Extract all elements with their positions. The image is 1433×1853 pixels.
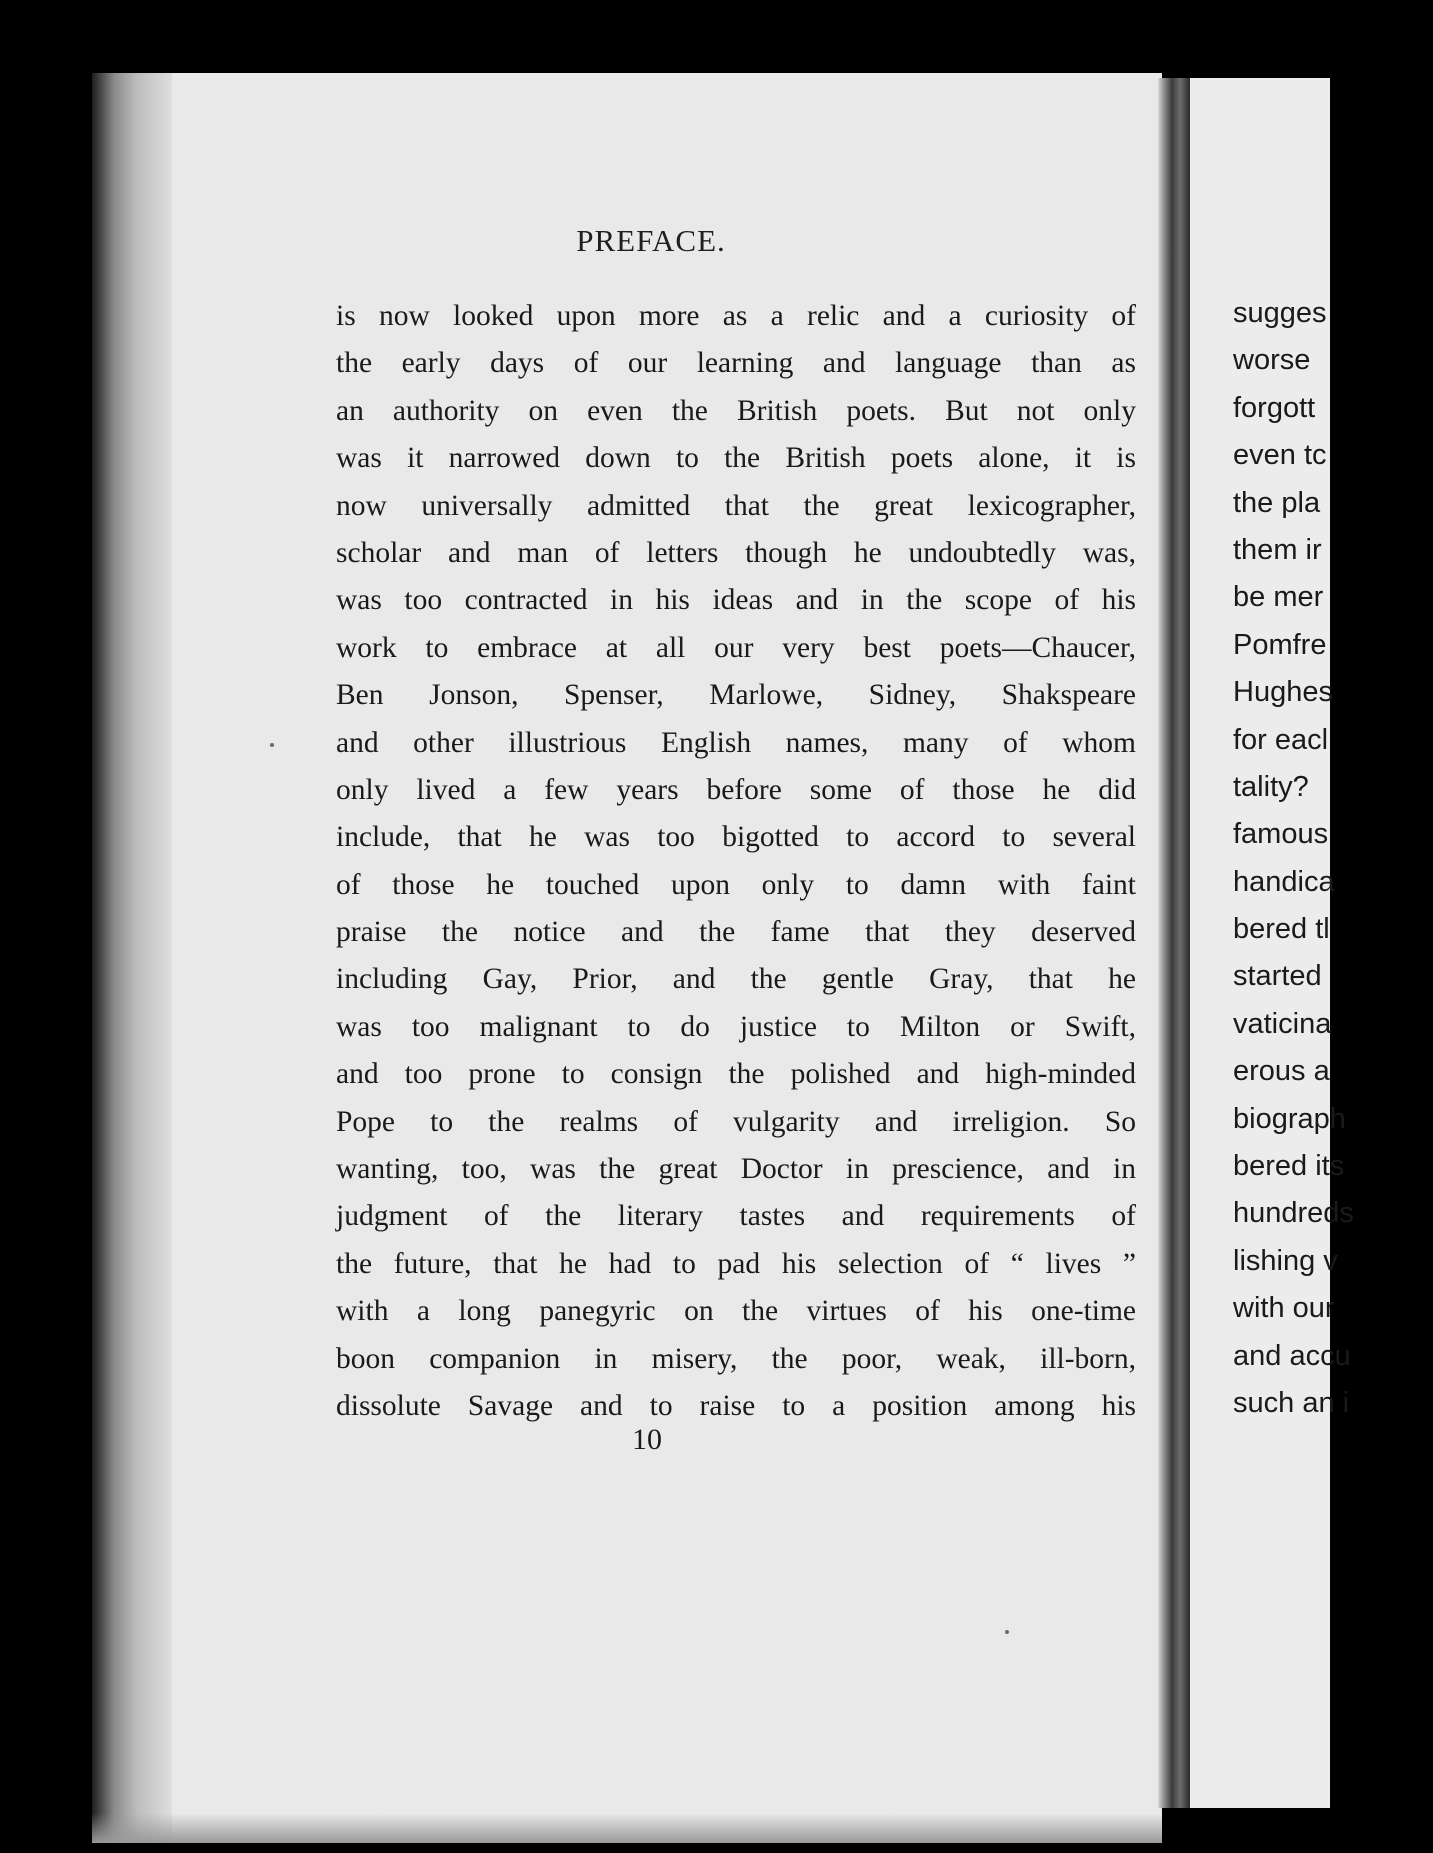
text-line: bered tl xyxy=(1233,913,1330,946)
text-line: sugges xyxy=(1233,297,1327,329)
scan-speck xyxy=(270,743,274,747)
text-line: dissolute Savage and to raise to a position among his xyxy=(336,1389,1136,1422)
text-line: vaticina xyxy=(1233,1007,1332,1040)
text-line: is now looked upon more as a relic and a curiosity of xyxy=(336,300,1136,332)
text-line: judgment of the literary tastes and requirements of xyxy=(336,1200,1136,1233)
page-gutter xyxy=(1158,78,1190,1808)
text-line: started xyxy=(1233,960,1322,993)
right-page-body xyxy=(1233,290,1433,1427)
text-line: handica xyxy=(1233,865,1335,898)
text-line: be mer xyxy=(1233,581,1324,614)
text-line: biograph xyxy=(1233,1102,1346,1135)
text-line: an authority on even the British poets. But not only xyxy=(336,394,1136,427)
text-line: Pope to the realms of vulgarity and irreligion. So xyxy=(336,1105,1136,1138)
text-line: erous a xyxy=(1233,1055,1330,1088)
text-line: was too malignant to do justice to Milton or Swift, xyxy=(336,1010,1136,1043)
page-number: 10 xyxy=(632,1423,662,1456)
text-line: and too prone to consign the polished and high-minded xyxy=(336,1058,1136,1091)
text-line: forgott xyxy=(1233,391,1316,424)
text-line: even tc xyxy=(1233,439,1327,472)
running-head: PREFACE. xyxy=(576,223,726,258)
text-line: the pla xyxy=(1233,486,1321,519)
text-line: with a long panegyric on the virtues of his one-time xyxy=(336,1295,1136,1328)
text-line: lishing v xyxy=(1233,1244,1338,1277)
left-page-body xyxy=(336,293,1136,1430)
text-line: boon companion in misery, the poor, weak, ill-born, xyxy=(336,1342,1136,1375)
text-line: such an i xyxy=(1233,1386,1350,1419)
text-line: worse xyxy=(1233,344,1311,377)
text-line: was it narrowed down to the British poets alone, it is xyxy=(336,442,1136,475)
text-line: the early days of our learning and language than as xyxy=(336,347,1136,380)
text-line: bered its xyxy=(1233,1150,1345,1183)
text-line: for eacl xyxy=(1233,723,1329,756)
text-line: the future, that he had to pad his selection of “ lives ” xyxy=(336,1247,1136,1280)
scan-speck xyxy=(1005,1630,1009,1634)
text-line: now universally admitted that the great lexicographer, xyxy=(336,489,1136,522)
left-page xyxy=(92,73,1162,1843)
text-line: praise the notice and the fame that they deserved xyxy=(336,916,1136,949)
text-line: include, that he was too bigotted to accord to several xyxy=(336,821,1136,854)
text-line: and accu xyxy=(1233,1339,1351,1372)
right-page xyxy=(1190,78,1354,1808)
text-line: of those he touched upon only to damn with faint xyxy=(336,868,1136,901)
text-line: with our xyxy=(1233,1292,1335,1325)
text-line: scholar and man of letters though he undoubtedly was, xyxy=(336,536,1136,569)
text-line: famous xyxy=(1233,818,1329,851)
text-line: only lived a few years before some of those he did xyxy=(336,773,1136,806)
text-line: work to embrace at all our very best poets—Chaucer, xyxy=(336,631,1136,664)
text-line: wanting, too, was the great Doctor in prescience, and in xyxy=(336,1153,1136,1186)
text-line: hundreds xyxy=(1233,1197,1354,1230)
text-line: including Gay, Prior, and the gentle Gray, that he xyxy=(336,963,1136,996)
text-line: them ir xyxy=(1233,533,1322,566)
text-line: Pomfre xyxy=(1233,628,1327,661)
text-line: tality? xyxy=(1233,770,1309,803)
text-line: was too contracted in his ideas and in the scope of his xyxy=(336,584,1136,617)
text-line: Ben Jonson, Spenser, Marlowe, Sidney, Shakspeare xyxy=(336,679,1136,712)
text-line: and other illustrious English names, many of whom xyxy=(336,726,1136,759)
text-line: Hughes xyxy=(1233,676,1333,709)
